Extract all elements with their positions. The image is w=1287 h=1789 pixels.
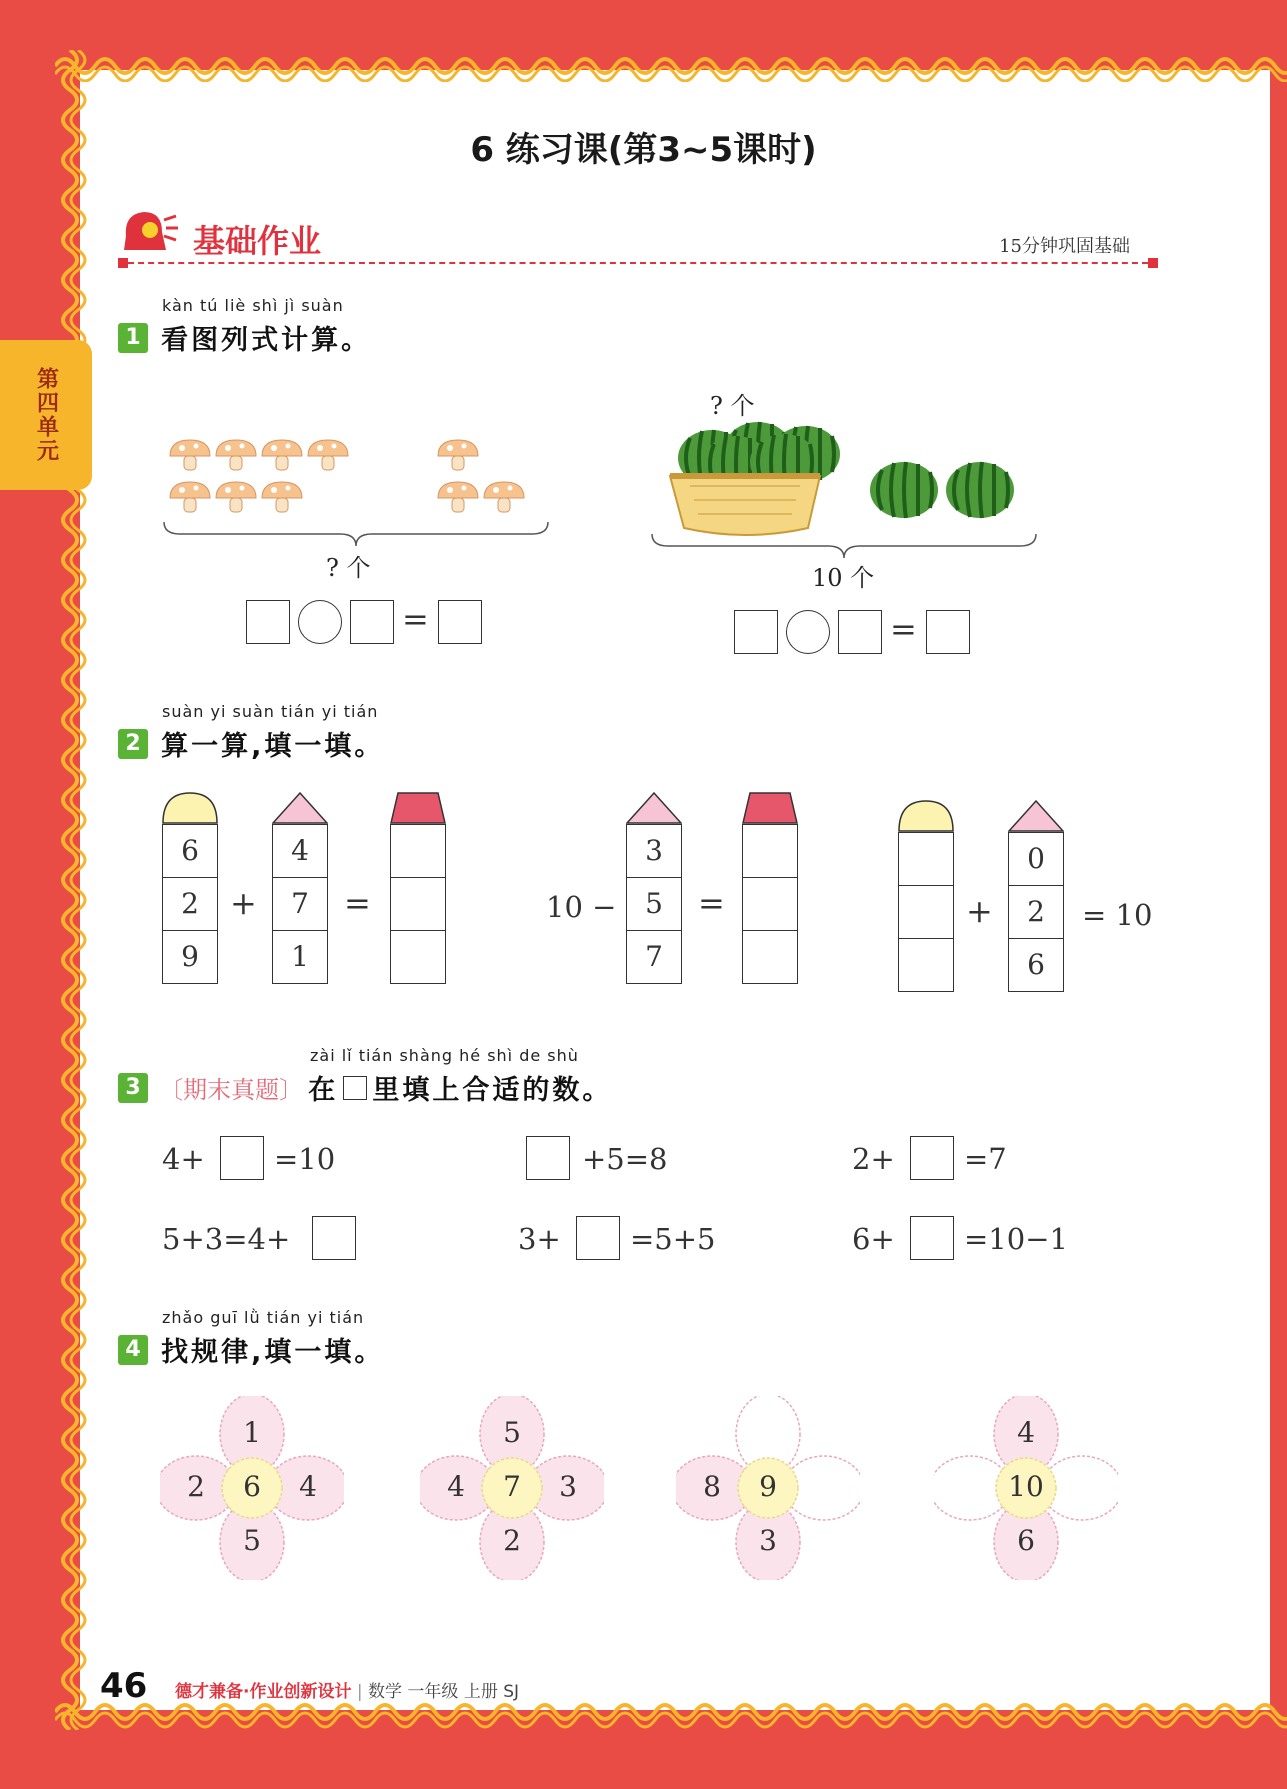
- q2-g1-col1-cell: 6: [162, 824, 218, 878]
- q1-right-box-2[interactable]: [838, 610, 882, 654]
- trapezoid-cap-red: [742, 792, 798, 824]
- q3-number: 3: [118, 1073, 148, 1103]
- q3-text-after: 里填上合适的数。: [372, 1075, 613, 1106]
- q3-r2c1-box[interactable]: [312, 1216, 356, 1260]
- question-2: [118, 702, 384, 763]
- q1-text: 看图列式计算。: [161, 325, 372, 356]
- watermelon-basket: [660, 420, 1040, 542]
- dome-cap-yellow: [162, 792, 218, 824]
- q2-g1-col1-cell: 9: [162, 930, 218, 984]
- q3-text-before: 在: [308, 1075, 339, 1106]
- flower-petal-top-number: 1: [243, 1416, 261, 1449]
- q2-g1-answer-cell[interactable]: [390, 877, 446, 931]
- q4-pinyin: zhǎo guī lǜ tián yi tián: [162, 1308, 365, 1327]
- q3-r1c3-box[interactable]: [910, 1136, 954, 1180]
- q2-g2-equals: =: [698, 884, 725, 922]
- flower-petal-left-number: 8: [703, 1470, 721, 1503]
- mushroom-group: [160, 432, 560, 532]
- q3-r1c2-right: +5=8: [582, 1142, 668, 1176]
- triangle-cap-pink: [1008, 800, 1064, 832]
- section-header: [118, 206, 1158, 266]
- q3-r2c2-box[interactable]: [576, 1216, 620, 1260]
- question-1: [118, 296, 371, 357]
- flower-center-number: 6: [243, 1470, 261, 1503]
- q3-r2c3-right: =10−1: [964, 1222, 1068, 1256]
- q2-g2-answer-cell[interactable]: [742, 824, 798, 878]
- q1-right-box-answer[interactable]: [926, 610, 970, 654]
- q2-g1-answer-cell[interactable]: [390, 824, 446, 878]
- q2-g2-col-cell: 3: [626, 824, 682, 878]
- q3-r2c3-left: 6+: [852, 1222, 895, 1256]
- q2-g1-col2-cell: 7: [272, 877, 328, 931]
- q2-g2-prefix: 10 −: [546, 890, 617, 924]
- divider-end-right: [1148, 258, 1158, 268]
- q2-g1-col1-cell: 2: [162, 877, 218, 931]
- footer-brand: 德才兼备·作业创新设计: [175, 1682, 352, 1702]
- flower-petal-right-number: 4: [299, 1470, 317, 1503]
- q2-text: 算一算,填一填。: [161, 731, 385, 762]
- q3-pinyin: zài lǐ tián shàng hé shì de shù: [310, 1046, 579, 1065]
- q2-g3-col-cell: 0: [1008, 832, 1064, 886]
- page-number: 46: [100, 1666, 148, 1706]
- q3-r1c3-left: 2+: [852, 1142, 895, 1176]
- q3-r2c2-left: 3+: [518, 1222, 561, 1256]
- page-title: 6 练习课(第3~5课时): [470, 130, 817, 170]
- flower-petal-bottom-number: 2: [503, 1524, 521, 1557]
- q3-r1c1-box[interactable]: [220, 1136, 264, 1180]
- q4-text: 找规律,填一填。: [161, 1337, 385, 1368]
- q3-r1c3-right: =7: [964, 1142, 1007, 1176]
- q2-g2-answer-cell[interactable]: [742, 930, 798, 984]
- triangle-cap-pink: [272, 792, 328, 824]
- q1-right-box-1[interactable]: [734, 610, 778, 654]
- q2-g2-answer-cell[interactable]: [742, 877, 798, 931]
- flower-petal-top-number: 4: [1017, 1416, 1035, 1449]
- footer-book-info: 数学 一年级 上册 SJ: [368, 1682, 520, 1702]
- q2-g3-col-cell: 6: [1008, 938, 1064, 992]
- unit-tab: [0, 340, 92, 490]
- q2-g3-answer-cell[interactable]: [898, 832, 954, 886]
- q2-pinyin: suàn yi suàn tián yi tián: [162, 702, 379, 721]
- flower-petal-left-number: 4: [447, 1470, 465, 1503]
- trapezoid-cap-red: [390, 792, 446, 824]
- q2-g1-col2-cell: 1: [272, 930, 328, 984]
- section-title: 基础作业: [193, 222, 322, 260]
- question-3: [118, 1046, 612, 1107]
- section-divider: [118, 262, 1158, 264]
- flower-center-number: 9: [759, 1470, 777, 1503]
- flower-petal-bottom-number: 6: [1017, 1524, 1035, 1557]
- q1-right-bottom-label: 10 个: [812, 564, 875, 592]
- flower-center-number: 10: [1008, 1470, 1044, 1503]
- flower-petal-right-number: 3: [559, 1470, 577, 1503]
- section-note: 15分钟巩固基础: [999, 236, 1130, 257]
- q1-right-top-label: ? 个: [710, 392, 755, 420]
- footer-info: 德才兼备·作业创新设计 | 数学 一年级 上册 SJ: [175, 1682, 520, 1702]
- q2-g1-col2-cell: 4: [272, 824, 328, 878]
- flower-petal-bottom-number: 3: [759, 1524, 777, 1557]
- question-4: [118, 1308, 384, 1369]
- q4-number: 4: [118, 1335, 148, 1365]
- q1-left-label: ? 个: [326, 554, 371, 582]
- left-brace: [160, 518, 552, 548]
- q1-left-operator-circle[interactable]: [298, 600, 342, 644]
- dome-cap-yellow: [898, 800, 954, 832]
- unit-tab-label: 第四单元: [33, 367, 59, 463]
- q1-right-operator-circle[interactable]: [786, 610, 830, 654]
- q3-blank-sample: [343, 1076, 367, 1100]
- q1-number: 1: [118, 323, 148, 353]
- q1-pinyin: kàn tú liè shì jì suàn: [162, 296, 344, 315]
- q3-r2c1-left: 5+3=4+: [162, 1222, 291, 1256]
- q1-left-box-1[interactable]: [246, 600, 290, 644]
- q2-g3-suffix: = 10: [1082, 898, 1153, 932]
- q2-g1-plus: +: [230, 884, 257, 922]
- right-brace: [648, 530, 1040, 560]
- q3-r2c2-right: =5+5: [630, 1222, 716, 1256]
- q3-r2c3-box[interactable]: [910, 1216, 954, 1260]
- q3-r1c2-box[interactable]: [526, 1136, 570, 1180]
- flower-center-number: 7: [503, 1470, 521, 1503]
- q2-g1-equals: =: [344, 884, 371, 922]
- q3-r1c1-right: =10: [274, 1142, 336, 1176]
- q2-g2-col-cell: 7: [626, 930, 682, 984]
- q3-r1c1-left: 4+: [162, 1142, 205, 1176]
- q2-g3-plus: +: [966, 892, 993, 930]
- triangle-cap-pink: [626, 792, 682, 824]
- flower-petal-bottom-number: 5: [243, 1524, 261, 1557]
- q1-right-equals: =: [890, 610, 917, 648]
- divider-end-left: [118, 258, 128, 268]
- q2-g3-col-cell: 2: [1008, 885, 1064, 939]
- q1-left-box-answer[interactable]: [438, 600, 482, 644]
- bell-icon: [118, 206, 180, 262]
- q2-g2-col-cell: 5: [626, 877, 682, 931]
- q1-left-box-2[interactable]: [350, 600, 394, 644]
- q2-g1-answer-cell[interactable]: [390, 930, 446, 984]
- flower-petal-top-number: 5: [503, 1416, 521, 1449]
- q2-number: 2: [118, 729, 148, 759]
- q3-exam-tag: 〔期末真题〕: [159, 1076, 304, 1104]
- q2-g3-answer-cell[interactable]: [898, 885, 954, 939]
- q1-left-equals: =: [402, 600, 429, 638]
- flower-petal-left-number: 2: [187, 1470, 205, 1503]
- q2-g3-answer-cell[interactable]: [898, 938, 954, 992]
